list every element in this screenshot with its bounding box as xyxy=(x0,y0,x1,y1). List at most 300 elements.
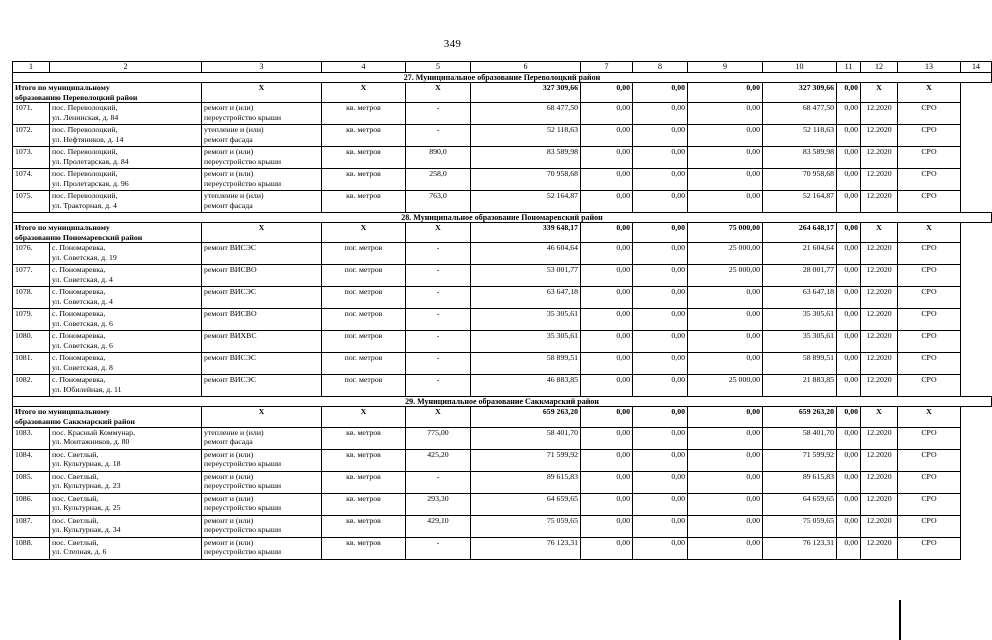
completion-date: 12.2020 xyxy=(861,243,898,265)
total-fund-5: 0,00 xyxy=(837,407,861,427)
quantity: 890,0 xyxy=(406,147,471,169)
table-row xyxy=(13,243,992,265)
total-label-line-2: образованию Переволоцкий район xyxy=(15,92,138,102)
table-row xyxy=(13,449,992,471)
total-fund-4: 327 309,66 xyxy=(763,83,837,103)
address-line-2: ул. Советская, д. 6 xyxy=(52,340,113,350)
address-line-2: ул. Нефтяников, д. 14 xyxy=(52,134,124,144)
quantity: - xyxy=(406,471,471,493)
fund-1: 0,00 xyxy=(581,353,633,375)
column-number: 11 xyxy=(837,62,861,73)
method: СРО xyxy=(898,515,961,537)
fund-1: 0,00 xyxy=(581,515,633,537)
work-type-line-1: ремонт и (или) xyxy=(204,169,254,179)
fund-2: 0,00 xyxy=(633,427,688,449)
cost: 76 123,31 xyxy=(471,537,581,559)
row-number: 1071. xyxy=(13,103,50,125)
cost: 89 615,83 xyxy=(471,471,581,493)
fund-4: 35 305,61 xyxy=(763,331,837,353)
fund-4: 71 599,92 xyxy=(763,449,837,471)
total-method: X xyxy=(898,223,961,243)
fund-5: 0,00 xyxy=(837,243,861,265)
fund-5: 0,00 xyxy=(837,427,861,449)
address-line-2: ул. Пролетарская, д. 96 xyxy=(52,178,129,188)
work-type xyxy=(202,169,322,191)
fund-2: 0,00 xyxy=(633,103,688,125)
row-number: 1072. xyxy=(13,125,50,147)
address-line-1: пос. Переволоцкий, xyxy=(52,125,118,135)
address xyxy=(50,103,202,125)
section-total-row xyxy=(13,223,992,243)
fund-1: 0,00 xyxy=(581,427,633,449)
address xyxy=(50,515,202,537)
fund-2: 0,00 xyxy=(633,331,688,353)
table-row xyxy=(13,147,992,169)
fund-5: 0,00 xyxy=(837,449,861,471)
quantity: 258,0 xyxy=(406,169,471,191)
address-line-1: с. Пономаревка, xyxy=(52,375,106,385)
work-type-line-2: переустройство крыши xyxy=(204,481,282,491)
fund-3: 0,00 xyxy=(688,537,763,559)
unit: кв. метров xyxy=(322,449,406,471)
total-fund-5: 0,00 xyxy=(837,83,861,103)
total-label xyxy=(13,223,202,243)
completion-date: 12.2020 xyxy=(861,309,898,331)
fund-1: 0,00 xyxy=(581,287,633,309)
method: СРО xyxy=(898,265,961,287)
row-number: 1076. xyxy=(13,243,50,265)
cost: 52 118,63 xyxy=(471,125,581,147)
table-row xyxy=(13,125,992,147)
total-fund-4: 659 263,20 xyxy=(763,407,837,427)
total-date: X xyxy=(861,407,898,427)
work-type-line-1: ремонт и (или) xyxy=(204,147,254,157)
table-row xyxy=(13,515,992,537)
fund-2: 0,00 xyxy=(633,147,688,169)
address xyxy=(50,375,202,397)
work-type-line-1: ремонт ВИСВО xyxy=(204,309,257,319)
unit: пог. метров xyxy=(322,287,406,309)
fund-4: 63 647,18 xyxy=(763,287,837,309)
fund-5: 0,00 xyxy=(837,191,861,213)
fund-2: 0,00 xyxy=(633,243,688,265)
address-line-2: ул. Советская, д. 4 xyxy=(52,274,113,284)
cost: 70 958,68 xyxy=(471,169,581,191)
fund-2: 0,00 xyxy=(633,471,688,493)
row-number: 1073. xyxy=(13,147,50,169)
fund-3: 0,00 xyxy=(688,493,763,515)
work-type-line-1: ремонт ВИСЭС xyxy=(204,287,257,297)
address xyxy=(50,125,202,147)
address-line-2: ул. Культурная, д. 34 xyxy=(52,525,121,535)
work-type-line-2: ремонт фасада xyxy=(204,134,253,144)
quantity: 763,0 xyxy=(406,191,471,213)
address-line-1: пос. Переволоцкий, xyxy=(52,103,118,113)
work-type-line-2: переустройство крыши xyxy=(204,459,282,469)
work-type-line-1: ремонт ВИСВО xyxy=(204,265,257,275)
work-type-line-1: утепление и (или) xyxy=(204,427,264,437)
row-number: 1080. xyxy=(13,331,50,353)
cost: 58 899,51 xyxy=(471,353,581,375)
fund-3: 0,00 xyxy=(688,331,763,353)
cost: 58 401,70 xyxy=(471,427,581,449)
address-line-1: с. Пономаревка, xyxy=(52,243,106,253)
address xyxy=(50,353,202,375)
column-number: 7 xyxy=(581,62,633,73)
total-unit: X xyxy=(322,407,406,427)
fund-3: 25 000,00 xyxy=(688,375,763,397)
address-line-1: с. Пономаревка, xyxy=(52,265,106,275)
table-row xyxy=(13,427,992,449)
fund-4: 58 899,51 xyxy=(763,353,837,375)
address xyxy=(50,537,202,559)
row-number: 1082. xyxy=(13,375,50,397)
address-line-1: пос. Переволоцкий, xyxy=(52,169,118,179)
unit: пог. метров xyxy=(322,265,406,287)
fund-2: 0,00 xyxy=(633,309,688,331)
total-fund-2: 0,00 xyxy=(633,223,688,243)
fund-5: 0,00 xyxy=(837,287,861,309)
total-fund-4: 264 648,17 xyxy=(763,223,837,243)
address-line-1: с. Пономаревка, xyxy=(52,309,106,319)
column-number: 10 xyxy=(763,62,837,73)
address-line-1: с. Пономаревка, xyxy=(52,287,106,297)
work-type-line-1: ремонт и (или) xyxy=(204,493,254,503)
row-number: 1087. xyxy=(13,515,50,537)
cost: 46 604,64 xyxy=(471,243,581,265)
unit: кв. метров xyxy=(322,125,406,147)
row-number: 1083. xyxy=(13,427,50,449)
total-date: X xyxy=(861,223,898,243)
fund-2: 0,00 xyxy=(633,515,688,537)
fund-5: 0,00 xyxy=(837,169,861,191)
work-type-line-1: ремонт и (или) xyxy=(204,515,254,525)
address-line-2: ул. Пролетарская, д. 84 xyxy=(52,156,129,166)
fund-4: 75 059,65 xyxy=(763,515,837,537)
total-label xyxy=(13,407,202,427)
address xyxy=(50,471,202,493)
column-number: 14 xyxy=(961,62,992,73)
total-label xyxy=(13,83,202,103)
quantity: - xyxy=(406,125,471,147)
address-line-2: ул. Советская, д. 8 xyxy=(52,362,113,372)
unit: пог. метров xyxy=(322,375,406,397)
work-type-line-1: утепление и (или) xyxy=(204,125,264,135)
address-line-2: ул. Советская, д. 6 xyxy=(52,318,113,328)
cost: 83 589,98 xyxy=(471,147,581,169)
fund-4: 76 123,31 xyxy=(763,537,837,559)
method: СРО xyxy=(898,309,961,331)
completion-date: 12.2020 xyxy=(861,169,898,191)
fund-4: 35 305,61 xyxy=(763,309,837,331)
fund-3: 0,00 xyxy=(688,515,763,537)
section-total-row xyxy=(13,407,992,427)
row-number: 1077. xyxy=(13,265,50,287)
fund-3: 0,00 xyxy=(688,125,763,147)
work-type-line-2: переустройство крыши xyxy=(204,547,282,557)
method: СРО xyxy=(898,353,961,375)
section-title-row xyxy=(13,73,992,83)
method: СРО xyxy=(898,471,961,493)
fund-1: 0,00 xyxy=(581,125,633,147)
address xyxy=(50,191,202,213)
method: СРО xyxy=(898,125,961,147)
method: СРО xyxy=(898,427,961,449)
address-line-1: пос. Переволоцкий, xyxy=(52,191,118,201)
method: СРО xyxy=(898,449,961,471)
fund-5: 0,00 xyxy=(837,375,861,397)
total-work-type: X xyxy=(202,223,322,243)
fund-2: 0,00 xyxy=(633,169,688,191)
address-line-2: ул. Советская, д. 4 xyxy=(52,296,113,306)
total-fund-2: 0,00 xyxy=(633,407,688,427)
address-line-1: пос. Светлый, xyxy=(52,449,99,459)
work-type-line-1: ремонт и (или) xyxy=(204,103,254,113)
total-method: X xyxy=(898,83,961,103)
column-number: 4 xyxy=(322,62,406,73)
fund-4: 64 659,65 xyxy=(763,493,837,515)
method: СРО xyxy=(898,191,961,213)
completion-date: 12.2020 xyxy=(861,103,898,125)
work-type xyxy=(202,287,322,309)
method: СРО xyxy=(898,493,961,515)
unit: кв. метров xyxy=(322,191,406,213)
fund-3: 0,00 xyxy=(688,471,763,493)
total-work-type: X xyxy=(202,83,322,103)
address-line-2: ул. Монтажников, д. 80 xyxy=(52,437,130,447)
quantity: - xyxy=(406,287,471,309)
completion-date: 12.2020 xyxy=(861,427,898,449)
unit: кв. метров xyxy=(322,537,406,559)
address-line-2: ул. Культурная, д. 25 xyxy=(52,503,121,513)
quantity: - xyxy=(406,309,471,331)
total-label-line-1: Итого по муниципальному xyxy=(15,83,110,92)
address-line-2: ул. Советская, д. 19 xyxy=(52,252,117,262)
completion-date: 12.2020 xyxy=(861,375,898,397)
section-title-row xyxy=(13,213,992,223)
fund-1: 0,00 xyxy=(581,103,633,125)
row-number: 1086. xyxy=(13,493,50,515)
section-total-row xyxy=(13,83,992,103)
method: СРО xyxy=(898,375,961,397)
fund-4: 89 615,83 xyxy=(763,471,837,493)
cost: 46 883,85 xyxy=(471,375,581,397)
fund-2: 0,00 xyxy=(633,287,688,309)
quantity: - xyxy=(406,331,471,353)
address-line-1: пос. Светлый, xyxy=(52,515,99,525)
total-quantity: X xyxy=(406,407,471,427)
work-type xyxy=(202,375,322,397)
fund-5: 0,00 xyxy=(837,265,861,287)
column-number: 2 xyxy=(50,62,202,73)
scan-edge-line xyxy=(899,600,901,640)
quantity: - xyxy=(406,537,471,559)
fund-1: 0,00 xyxy=(581,243,633,265)
column-number: 1 xyxy=(13,62,50,73)
address xyxy=(50,309,202,331)
fund-3: 0,00 xyxy=(688,103,763,125)
unit: пог. метров xyxy=(322,353,406,375)
total-fund-1: 0,00 xyxy=(581,407,633,427)
section-title: 29. Муниципальное образование Саккмарский район xyxy=(13,397,992,407)
work-type xyxy=(202,427,322,449)
quantity: 775,00 xyxy=(406,427,471,449)
work-type xyxy=(202,493,322,515)
address-line-1: пос. Светлый, xyxy=(52,471,99,481)
total-quantity: X xyxy=(406,223,471,243)
address xyxy=(50,331,202,353)
address-line-1: с. Пономаревка, xyxy=(52,331,106,341)
fund-3: 0,00 xyxy=(688,147,763,169)
fund-2: 0,00 xyxy=(633,537,688,559)
fund-5: 0,00 xyxy=(837,471,861,493)
completion-date: 12.2020 xyxy=(861,449,898,471)
work-type-line-2: переустройство крыши xyxy=(204,156,282,166)
fund-1: 0,00 xyxy=(581,309,633,331)
total-fund-1: 0,00 xyxy=(581,223,633,243)
fund-4: 83 589,98 xyxy=(763,147,837,169)
work-type-line-1: ремонт ВИХВС xyxy=(204,331,257,341)
table-row xyxy=(13,471,992,493)
fund-1: 0,00 xyxy=(581,169,633,191)
table-row xyxy=(13,353,992,375)
row-number: 1079. xyxy=(13,309,50,331)
cost: 52 164,87 xyxy=(471,191,581,213)
total-fund-3: 75 000,00 xyxy=(688,223,763,243)
work-type-line-1: ремонт ВИСЭС xyxy=(204,375,257,385)
unit: кв. метров xyxy=(322,515,406,537)
fund-1: 0,00 xyxy=(581,471,633,493)
table-body xyxy=(13,62,992,560)
row-number: 1081. xyxy=(13,353,50,375)
work-type xyxy=(202,125,322,147)
total-cost: 339 648,17 xyxy=(471,223,581,243)
work-type xyxy=(202,331,322,353)
fund-5: 0,00 xyxy=(837,103,861,125)
completion-date: 12.2020 xyxy=(861,515,898,537)
column-number: 13 xyxy=(898,62,961,73)
unit: кв. метров xyxy=(322,169,406,191)
total-label-line-1: Итого по муниципальному xyxy=(15,223,110,233)
total-work-type: X xyxy=(202,407,322,427)
quantity: 293,30 xyxy=(406,493,471,515)
row-number: 1084. xyxy=(13,449,50,471)
completion-date: 12.2020 xyxy=(861,287,898,309)
method: СРО xyxy=(898,147,961,169)
column-number-row xyxy=(13,62,992,73)
unit: кв. метров xyxy=(322,493,406,515)
work-type xyxy=(202,515,322,537)
address-line-1: пос. Переволоцкий, xyxy=(52,147,118,157)
work-type-line-2: переустройство крыши xyxy=(204,525,282,535)
row-number: 1088. xyxy=(13,537,50,559)
address xyxy=(50,147,202,169)
work-type xyxy=(202,449,322,471)
fund-5: 0,00 xyxy=(837,331,861,353)
unit: пог. метров xyxy=(322,243,406,265)
address xyxy=(50,265,202,287)
fund-2: 0,00 xyxy=(633,353,688,375)
fund-5: 0,00 xyxy=(837,309,861,331)
work-type-line-2: переустройство крыши xyxy=(204,178,282,188)
fund-3: 0,00 xyxy=(688,427,763,449)
cost: 63 647,18 xyxy=(471,287,581,309)
total-fund-3: 0,00 xyxy=(688,407,763,427)
cost: 75 059,65 xyxy=(471,515,581,537)
total-label-line-1: Итого по муниципальному xyxy=(15,407,110,417)
work-type xyxy=(202,243,322,265)
completion-date: 12.2020 xyxy=(861,353,898,375)
total-fund-5: 0,00 xyxy=(837,223,861,243)
completion-date: 12.2020 xyxy=(861,125,898,147)
fund-5: 0,00 xyxy=(837,515,861,537)
completion-date: 12.2020 xyxy=(861,471,898,493)
total-date: X xyxy=(861,83,898,103)
fund-2: 0,00 xyxy=(633,265,688,287)
work-type-line-1: ремонт и (или) xyxy=(204,537,254,547)
address xyxy=(50,493,202,515)
address xyxy=(50,169,202,191)
fund-4: 28 001,77 xyxy=(763,265,837,287)
column-number: 9 xyxy=(688,62,763,73)
method: СРО xyxy=(898,103,961,125)
work-type xyxy=(202,471,322,493)
quantity: - xyxy=(406,375,471,397)
table-row xyxy=(13,493,992,515)
fund-1: 0,00 xyxy=(581,265,633,287)
completion-date: 12.2020 xyxy=(861,147,898,169)
fund-4: 58 401,70 xyxy=(763,427,837,449)
fund-3: 0,00 xyxy=(688,309,763,331)
completion-date: 12.2020 xyxy=(861,191,898,213)
method: СРО xyxy=(898,537,961,559)
address-line-1: пос. Светлый, xyxy=(52,493,99,503)
total-label-line-2: образованию Пономаревский район xyxy=(15,232,143,242)
table-row xyxy=(13,103,992,125)
fund-2: 0,00 xyxy=(633,375,688,397)
work-type-line-2: ремонт фасада xyxy=(204,200,253,210)
work-type xyxy=(202,147,322,169)
page-number: 349 xyxy=(443,38,462,50)
column-number: 12 xyxy=(861,62,898,73)
fund-3: 0,00 xyxy=(688,449,763,471)
row-number: 1075. xyxy=(13,191,50,213)
table-row xyxy=(13,287,992,309)
fund-5: 0,00 xyxy=(837,537,861,559)
fund-4: 52 118,63 xyxy=(763,125,837,147)
fund-3: 25 000,00 xyxy=(688,243,763,265)
table-row xyxy=(13,375,992,397)
fund-3: 0,00 xyxy=(688,169,763,191)
work-type-line-2: ремонт фасада xyxy=(204,437,253,447)
table-row xyxy=(13,331,992,353)
fund-4: 68 477,50 xyxy=(763,103,837,125)
total-method: X xyxy=(898,407,961,427)
cost: 68 477,50 xyxy=(471,103,581,125)
fund-1: 0,00 xyxy=(581,537,633,559)
work-type xyxy=(202,265,322,287)
unit: кв. метров xyxy=(322,471,406,493)
fund-5: 0,00 xyxy=(837,493,861,515)
address-line-2: ул. Ленинская, д. 84 xyxy=(52,112,119,122)
address xyxy=(50,427,202,449)
fund-5: 0,00 xyxy=(837,125,861,147)
table-row xyxy=(13,309,992,331)
fund-3: 25 000,00 xyxy=(688,265,763,287)
work-type xyxy=(202,191,322,213)
section-title: 27. Муниципальное образование Переволоцкий район xyxy=(13,73,992,83)
method: СРО xyxy=(898,169,961,191)
